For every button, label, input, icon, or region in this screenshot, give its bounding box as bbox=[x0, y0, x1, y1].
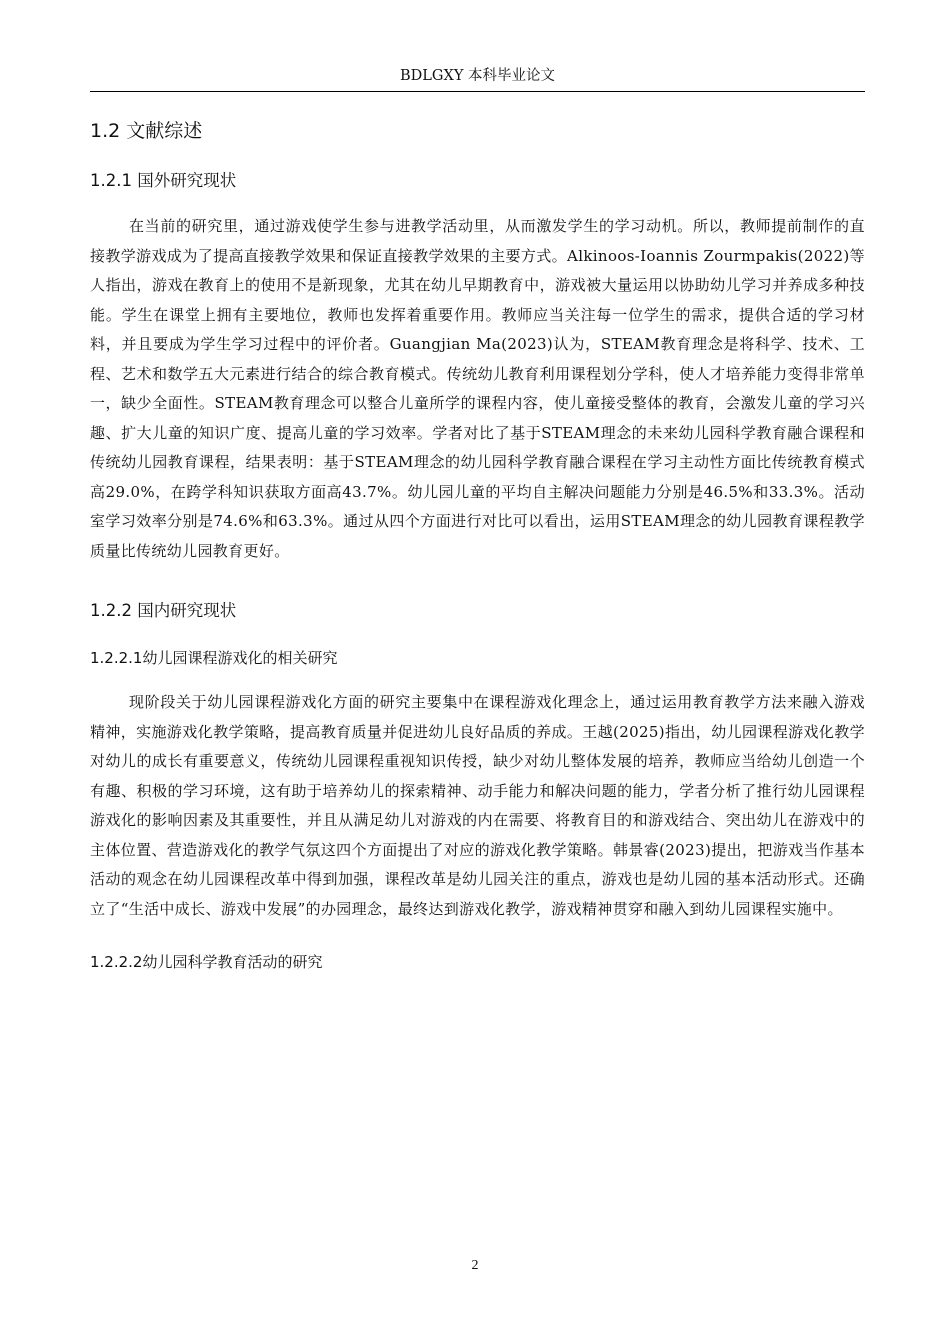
page-number: 2 bbox=[471, 1258, 479, 1273]
header-rule bbox=[90, 91, 865, 92]
spacer bbox=[90, 674, 865, 688]
subsubsection-title-gamification: 1.2.2.1幼儿园课程游戏化的相关研究 bbox=[90, 649, 338, 667]
subsection-title-foreign-research: 1.2.1 国外研究现状 bbox=[90, 171, 237, 190]
spacer bbox=[90, 198, 865, 212]
spacer bbox=[90, 566, 865, 594]
paragraph-foreign-research: 在当前的研究里，通过游戏使学生参与进教学活动里，从而激发学生的学习动机。所以，教师提前制作的直接教学游戏成为了提高直接教学效果和保证直接教学效果的主要方式。Alkinoos-Ioannis Zourmpakis(2022)等人指出，游戏在教育上的使用不是新现象，尤其在幼儿早期教育中，游戏被大量运用以协助幼儿学习并养成多种技能。学生在课堂上拥有主要地位，教师也发挥着重要作用。教师应当关注每一位学生的需求，提供合适的学习材料，并且要成为学生学习过程中的评价者。Guangjian Ma(2023)认为，STEAM教育理念是将科学、技术、工程、艺术和数学五大元素进行结合的综合教育模式。传统幼儿教育利用课程划分学科，使人才培养能力变得非常单一，缺少全面性。STEAM教育理念可以整合儿童所学的课程内容，使儿童接受整体的教育，会激发儿童的学习兴趣、扩大儿童的知识广度、提高儿童的学习效率。学者对比了基于STEAM理念的未来幼儿园科学教育融合课程和传统幼儿园教育课程，结果表明：基于STEAM理念的幼儿园科学教育融合课程在学习主动性方面比传统教育模式高29.0%，在跨学科知识获取方面高43.7%。幼儿园儿童的平均自主解决问题能力分别是46.5%和33.3%。活动室学习效率分别是74.6%和63.3%。通过从四个方面进行对比可以看出，运用STEAM理念的幼儿园教育课程教学质量比传统幼儿园教育更好。 bbox=[90, 217, 865, 560]
subsubsection-title-science-education: 1.2.2.2幼儿园科学教育活动的研究 bbox=[90, 953, 323, 971]
paragraph-gamification: 现阶段关于幼儿园课程游戏化方面的研究主要集中在课程游戏化理念上，通过运用教育教学方法来融入游戏精神，实施游戏化教学策略，提高教育质量并促进幼儿良好品质的养成。王越(2025)指出，幼儿园课程游戏化教学对幼儿的成长有重要意义，传统幼儿园课程重视知识传授，缺少对幼儿整体发展的培养，教师应当给幼儿创造一个有趣、积极的学习环境，这有助于培养幼儿的探索精神、动手能力和解决问题的能力，学者分析了推行幼儿园课程游戏化的影响因素及其重要性，并且从满足幼儿对游戏的内在需要、将教育目的和游戏结合、突出幼儿在游戏中的主体位置、营造游戏化的教学气氛这四个方面提出了对应的游戏化教学策略。韩景睿(2023)提出，把游戏当作基本活动的观念在幼儿园课程改革中得到加强，课程改革是幼儿园关注的重点，游戏也是幼儿园的基本活动形式。还确立了“生活中成长、游戏中发展”的办园理念，最终达到游戏化教学，游戏精神贯穿和融入到幼儿园课程实施中。 bbox=[90, 693, 865, 918]
spacer bbox=[90, 924, 865, 946]
subsection-title-domestic-research: 1.2.2 国内研究现状 bbox=[90, 601, 237, 620]
spacer bbox=[90, 150, 865, 164]
section-title-literature-review: 1.2 文献综述 bbox=[90, 120, 203, 142]
running-header: BDLGXY 本科毕业论文 bbox=[400, 68, 555, 84]
page-content bbox=[90, 112, 865, 978]
spacer bbox=[90, 628, 865, 642]
